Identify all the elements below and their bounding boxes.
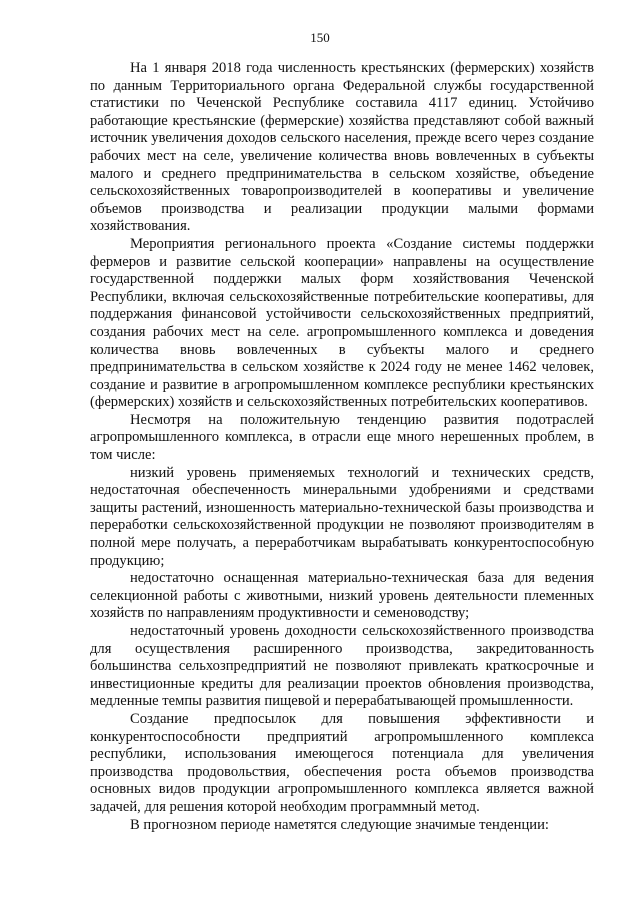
paragraph-problems-intro: Несмотря на положительную тенденцию развития подотраслей агропромышленного комплекса, в отрасли еще много нерешенных проблем, в том числе:: [90, 411, 594, 464]
paragraph-problem-breeding: недостаточно оснащенная материально-техническая база для ведения селекционной работы с животными, низкий уровень деятельности племенных хозяйств по направлениям продуктивности и семеноводству;: [90, 570, 594, 622]
paragraph-forecast-trends: В прогнозном периоде наметятся следующие значимые тенденции:: [130, 816, 549, 833]
paragraph-program-method: Создание предпосылок для повышения эффективности и конкурентоспособности предприятий агропромышленного комплекса республики, использования имеющегося потенциала для увеличения производства продовольствия, обеспечения роста объемов производства основных видов продукции агропромышленного комплекса является важной задачей, для решения которой необходим программный метод.: [90, 710, 594, 815]
page-number: 150: [310, 30, 330, 45]
paragraph-problem-technology: низкий уровень применяемых технологий и технических средств, недостаточная обеспеченность минеральными удобрениями и средствами защиты растений, изношенность материально-технической базы производства и переработки сельскохозяйственной продукции не позволяют производителям в полной мере получать, а переработчикам вырабатывать конкурентоспособную продукцию;: [90, 464, 594, 569]
body-text: [90, 60, 594, 834]
paragraph-farms-count: На 1 января 2018 года численность крестьянских (фермерских) хозяйств по данным Территориального органа Федеральной службы государственной статистики по Чеченской Республике составила 4117 единиц. Устойчиво работающие крестьянские (фермерские) хозяйства представляют собой важный источник увеличения доходов сельского населения, прежде всего через создание рабочих мест на селе, увеличение количества вновь вовлеченных в субъекты малого и среднего предпринимательства в сельском хозяйстве, объедение сельскохозяйственных товаропроизводителей в кооперативы и увеличение объемов производства и реализации продукции малыми формами хозяйствования.: [90, 60, 594, 235]
paragraph-regional-project: Мероприятия регионального проекта «Создание системы поддержки фермеров и развитие сельской кооперации» направлены на осуществление государственной поддержки малых форм хозяйствования Чеченской Республики, включая сельскохозяйственные потребительские кооперативы, для поддержания финансовой устойчивости сельскохозяйственных предприятий, создания рабочих мест на селе. агропромышленного комплекса и доведения количества вновь вовлеченных в субъекты малого и среднего предпринимательства в сельском хозяйстве к 2024 году не менее 1462 человек, создание и развитие в агропромышленном комплексе республики крестьянских (фермерских) хозяйств и сельскохозяйственных потребительских кооперативов.: [90, 235, 594, 411]
paragraph-problem-profitability: недостаточный уровень доходности сельскохозяйственного производства для осуществления расширенного производства, закредитованность большинства сельхозпредприятий не позволяют привлекать краткосрочные и инвестиционные кредиты для реализации проектов обновления производства, медленные темпы развития пищевой и перерабатывающей промышленности.: [90, 623, 594, 710]
